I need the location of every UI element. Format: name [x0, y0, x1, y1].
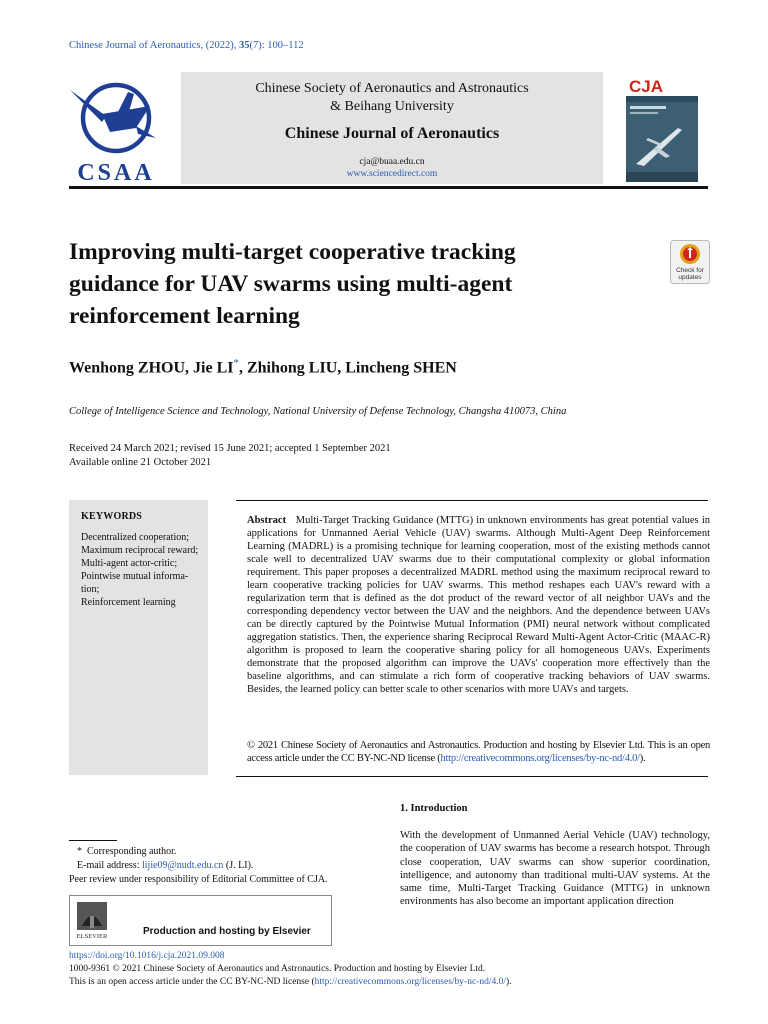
abstract-top-rule: [236, 500, 708, 501]
abstract-text: Multi-Target Tracking Guidance (MTTG) in unknown environments has great potential values in applications for Unmanned Aerial Vehicle (UAV) swarms. Although Multi-Agent Deep Reinforcement Learning (MADRL) is a promising technique for learning cooperation, most of the existing methods cannot scale well to decentralized UAV swarms due to their computational complexity or global information requirement. This paper proposes a decentralized MADRL method using the maximum reciprocal reward to learn cooperative tracking policies for UAV swarms. This method reshapes each UAV's reward with a regularization term that is defined as the dot product of the reward vector of all neighbor UAVs and the corresponding dependency vector between the UAV and the neighbors. And the dependence between UAVs can be directly captured by the Pointwise Mutual Information (PMI) neural network without complicated aggregation statistics. Then, the experience sharing Reciprocal Reward Multi-Agent Actor-Critic (MAAC-R) algorithm is proposed to learn the cooperative sharing policy for all homogeneous UAVs. Experiments demonstrate that the proposed algorithm can improve the UAVs' cooperation more effectively than the baseline algorithms, and can stimulate a rich form of cooperative tracking behaviors of UAV swarms. Besides, the learned policy can better scale to other scenarios with more UAVs and targets.: [247, 515, 710, 695]
footer-license: [69, 977, 512, 987]
check-updates-line-2: updates: [678, 274, 702, 281]
cover-art-icon: [626, 76, 698, 182]
journal-cover-image: [626, 76, 698, 182]
corresponding-author-note: [77, 846, 176, 857]
keywords-list: [81, 531, 215, 609]
author-affiliation: College of Intelligence Science and Technology, National University of Defense Technology, Changsha 410073, China: [69, 406, 567, 417]
abstract: [247, 514, 710, 696]
citation-volume: 35: [239, 40, 250, 51]
corresponding-author-mark[interactable]: *: [233, 357, 239, 369]
csaa-emblem-icon: [66, 76, 166, 186]
available-online-date: Available online 21 October 2021: [69, 457, 212, 468]
header-rule: [69, 186, 708, 189]
journal-website-link[interactable]: www.sciencedirect.com: [346, 169, 438, 179]
production-hosting-text: Production and hosting by Elsevier: [143, 926, 311, 937]
keyword-item: tion;: [81, 584, 100, 595]
footer-license-link[interactable]: http://creativecommons.org/licenses/by-nc-nd/4.0/: [314, 977, 506, 987]
citation-journal: Chinese Journal of Aeronautics, (2022),: [69, 40, 240, 51]
footnote-text: Corresponding author.: [87, 846, 177, 857]
footnote-mark: *: [77, 846, 82, 857]
cover-logo-text: CJA: [629, 77, 664, 96]
journal-citation[interactable]: [69, 40, 304, 51]
title-line-3: reinforcement learning: [69, 303, 300, 329]
copyright-text: © 2021 Chinese Society of Aeronautics and Astronautics. Production and hosting by Elsevier Ltd. This is an open access article under the CC BY-NC-ND license (: [247, 740, 710, 764]
doi-link[interactable]: https://doi.org/10.1016/j.cja.2021.09.008: [69, 951, 225, 961]
footer-license-text: This is an open access article under the CC BY-NC-ND license (: [69, 977, 315, 987]
keywords-box: [69, 500, 208, 775]
email-label: E-mail address:: [77, 860, 142, 871]
journal-name: Chinese Journal of Aeronautics: [284, 125, 500, 142]
footnote-rule: [69, 840, 117, 841]
check-for-updates-badge[interactable]: [670, 240, 710, 284]
csaa-logo-text: CSAA: [77, 160, 155, 186]
copyright-close: ).: [639, 753, 646, 764]
check-updates-icon: [670, 240, 710, 284]
journal-masthead: [181, 72, 603, 184]
society-line-2: & Beihang University: [330, 99, 454, 114]
keyword-item: Pointwise mutual informa-: [81, 571, 189, 582]
csaa-logo: [66, 76, 166, 186]
keywords-heading: KEYWORDS: [81, 511, 143, 522]
elsevier-production-box: [69, 895, 332, 946]
title-line-1: Improving multi-target cooperative tracking: [69, 239, 516, 265]
abstract-label: Abstract: [247, 515, 287, 526]
elsevier-label: ELSEVIER: [76, 933, 108, 940]
abstract-bottom-rule: [236, 776, 708, 777]
article-title: [69, 236, 629, 332]
author-email-link[interactable]: lijie09@nudt.edu.cn: [141, 860, 224, 871]
issn-copyright: 1000-9361 © 2021 Chinese Society of Aeronautics and Astronautics. Production and hosting by Elsevier Ltd.: [69, 964, 486, 974]
journal-email[interactable]: cja@buaa.edu.cn: [359, 157, 425, 167]
keyword-item: Reinforcement learning: [81, 597, 176, 608]
society-line-1: Chinese Society of Aeronautics and Astronautics: [255, 81, 529, 96]
authors-first: Wenhong ZHOU, Jie LI: [69, 359, 234, 377]
footer-license-close: ).: [506, 977, 512, 987]
received-dates: Received 24 March 2021; revised 15 June 2021; accepted 1 September 2021: [69, 443, 391, 454]
citation-pages: (7): 100–112: [249, 40, 304, 51]
keyword-item: Decentralized cooperation;: [81, 532, 189, 543]
email-suffix: (J. LI).: [223, 860, 254, 871]
title-line-2: guidance for UAV swarms using multi-agent: [69, 271, 513, 297]
introduction-heading: 1. Introduction: [400, 803, 468, 814]
author-list: [69, 357, 457, 377]
check-updates-line-1: Check for: [676, 267, 704, 274]
keyword-item: Maximum reciprocal reward;: [81, 545, 199, 556]
corresponding-email-note: [77, 860, 253, 871]
abstract-copyright: [247, 739, 710, 765]
authors-rest: , Zhihong LIU, Lincheng SHEN: [238, 359, 457, 377]
elsevier-tree-icon: [74, 900, 110, 940]
introduction-paragraph: With the development of Unmanned Aerial Vehicle (UAV) technology, the cooperation of UAV swarms has become a research hotspot. Through close cooperation, UAV swarms can show superior coordination, intelligence, and autonomy than traditional multi-UAV systems. At the same time, Multi-Target Tracking Guidance (MTTG) in unknown environments has also become an important application direction: [400, 830, 710, 908]
keyword-item: Multi-agent actor-critic;: [81, 558, 178, 569]
license-link[interactable]: http://creativecommons.org/licenses/by-nc-nd/4.0/: [440, 753, 640, 764]
peer-review-note: Peer review under responsibility of Editorial Committee of CJA.: [69, 874, 328, 885]
